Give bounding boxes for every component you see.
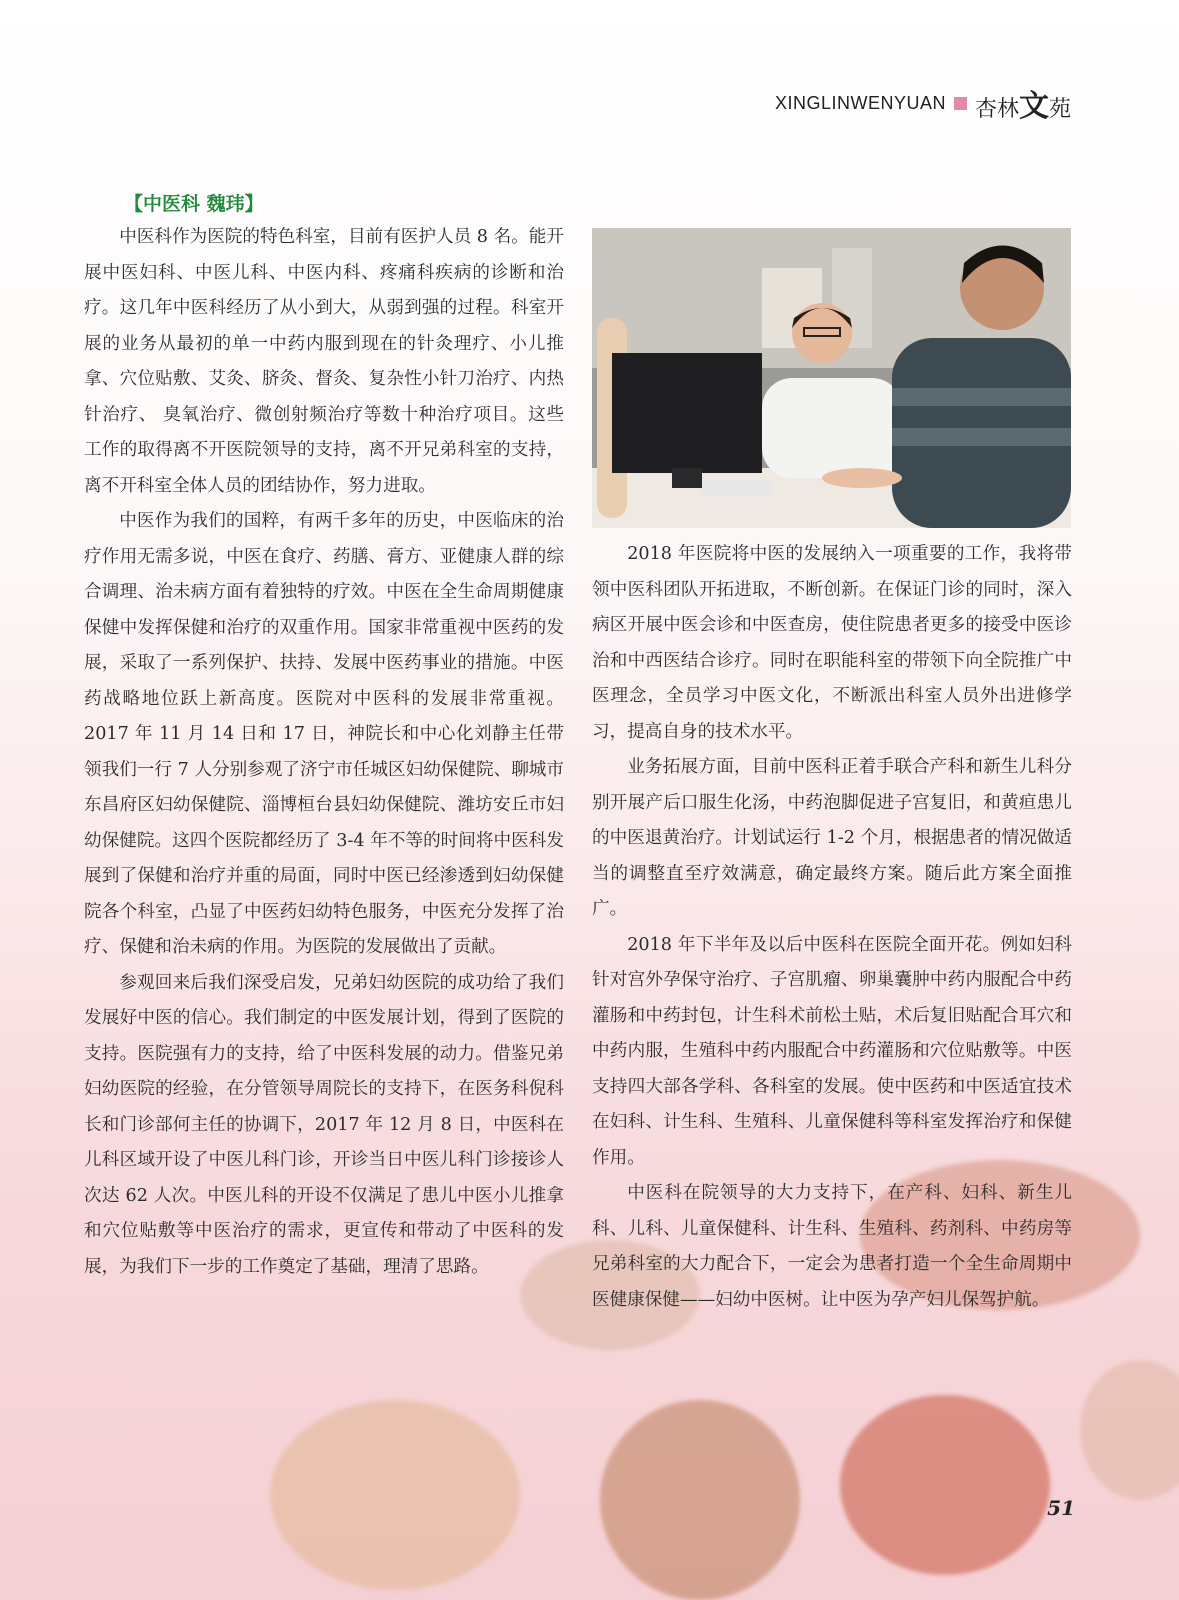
header-title-part1: 杏林 [974, 97, 1019, 122]
running-header [774, 88, 1071, 124]
herb-decoration [1080, 1360, 1179, 1500]
paragraph: 中医科在院领导的大力支持下，在产科、妇科、新生儿科、儿科、儿童保健科、计生科、生殖科、药剂科、中药房等兄弟科室的大力配合下，一定会为患者打造一个全生命周期中医健康保健——妇幼中医树。让中医为孕产妇儿保驾护航。 [592, 1183, 1072, 1310]
header-latin: XINGLINWENYUAN [774, 92, 946, 113]
header-title-part2: 苑 [1048, 97, 1071, 122]
paragraph: 2018 年下半年及以后中医科在医院全面开花。例如妇科针对宫外孕保守治疗、子宫肌瘤、卵巢囊肿中药内服配合中药灌肠和中药封包，计生科术前松土贴，术后复旧贴配合耳穴和中药内服，生殖科中药内服配合中药灌肠和穴位贴敷等。中医支持四大部各学科、各科室的发展。使中医药和中医适宜技术在妇科、计生科、生殖科、儿童保健科等科室发挥治疗和保健作用。 [592, 934, 1072, 1168]
header-title [975, 81, 1071, 125]
paragraph: 中医科作为医院的特色科室，目前有医护人员 8 名。能开展中医妇科、中医儿科、中医内科、疼痛科疾病的诊断和治疗。这几年中医科经历了从小到大，从弱到强的过程。科室开展的业务从最初的单一中药内服到现在的针灸理疗、小儿推拿、穴位贴敷、艾灸、脐灸、督灸、复杂性小针刀治疗、内热针治疗、 臭氧治疗、微创射频治疗等数十种治疗项目。这些工作的取得离不开医院领导的支持，离不开兄弟科室的支持，离不开科室全体人员的团结协作，努力进取。 [84, 227, 564, 496]
clinic-photo [592, 228, 1071, 528]
header-square-icon [954, 97, 967, 110]
paragraph: 业务拓展方面，目前中医科正着手联合产科和新生儿科分别开展产后口服生化汤，中药泡脚促进子宫复旧，和黄疸患儿的中医退黄治疗。计划试运行 1-2 个月，根据患者的情况做适当的调整直至疗效满意，确定最终方案。随后此方案全面推广。 [592, 757, 1072, 919]
section-title: 【中医科 魏玮】 [124, 193, 264, 215]
page-number: 51 [1047, 1496, 1075, 1520]
herb-decoration [840, 1395, 1050, 1575]
herb-decoration [270, 1400, 520, 1590]
herb-decoration [600, 1400, 800, 1600]
paragraph: 2018 年医院将中医的发展纳入一项重要的工作，我将带领中医科团队开拓进取，不断创新。在保证门诊的同时，深入病区开展中医会诊和中医查房，使住院患者更多的接受中医诊治和中西医结合诊疗。同时在职能科室的带领下向全院推广中医理念，全员学习中医文化，不断派出科室人员外出进修学习，提高自身的技术水平。 [592, 544, 1072, 742]
paragraph: 中医作为我们的国粹，有两千多年的历史，中医临床的治疗作用无需多说，中医在食疗、药膳、膏方、亚健康人群的综合调理、治未病方面有着独特的疗效。中医在全生命周期健康保健中发挥保健和治疗的双重作用。国家非常重视中医药的发展，采取了一系列保护、扶持、发展中医药事业的措施。中医药战略地位跃上新高度。医院对中医科的发展非常重视。2017 年 11 月 14 日和 17 日，神院长和中心化刘静主任带领我们一行 7 人分别参观了济宁市任城区妇幼保健院、聊城市东昌府区妇幼保健院、淄博桓台县妇幼保健院、潍坊安丘市妇幼保健院。这四个医院都经历了 3-4 年不等的时间将中医科发展到了保健和治疗并重的局面，同时中医已经渗透到妇幼保健院各个科室，凸显了中医药妇幼特色服务，中医充分发挥了治疗、保健和治未病的作用。为医院的发展做出了贡献。 [84, 511, 564, 957]
header-title-emph: 文 [1018, 89, 1049, 124]
left-column [84, 188, 564, 1285]
doctor-patient-illustration [592, 228, 1071, 528]
right-column [592, 537, 1072, 1318]
paragraph: 参观回来后我们深受启发，兄弟妇幼医院的成功给了我们发展好中医的信心。我们制定的中医发展计划，得到了医院的支持。医院强有力的支持，给了中医科发展的动力。借鉴兄弟妇幼医院的经验，在分管领导周院长的支持下，在医务科倪科长和门诊部何主任的协调下，2017 年 12 月 8 日，中医科在儿科区域开设了中医儿科门诊，开诊当日中医儿科门诊接诊人次达 62 人次。中医儿科的开设不仅满足了患儿中医小儿推拿和穴位贴敷等中医治疗的需求，更宣传和带动了中医科的发展，为我们下一步的工作奠定了基础，理清了思路。 [84, 972, 564, 1277]
